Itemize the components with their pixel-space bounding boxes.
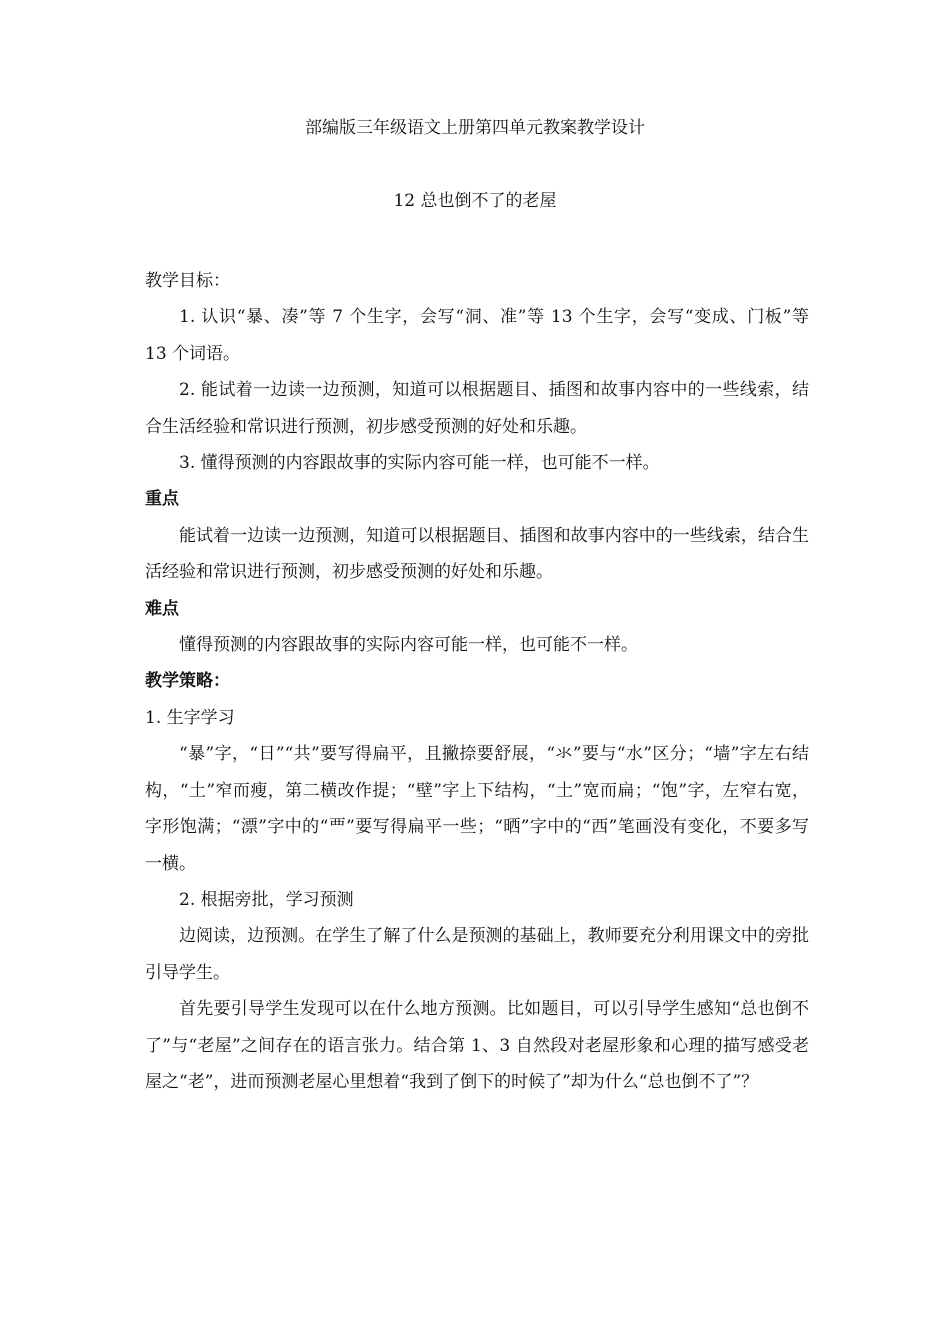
objective-item: 1. 认识“暴、凑”等 7 个生字，会写“洞、准”等 13 个生字，会写“变成、门板”等 13 个词语。 — [145, 307, 809, 364]
strategy-section-text: 边阅读，边预测。在学生了解了什么是预测的基础上，教师要充分利用课文中的旁批引导学生。 — [145, 926, 809, 983]
strategy-heading: 教学策略： — [145, 671, 230, 692]
objectives-heading: 教学目标： — [145, 271, 230, 291]
strategy-section-title: 1. 生字学习 — [145, 707, 235, 728]
difficulty-heading: 难点 — [145, 598, 179, 619]
objective-item: 2. 能试着一边读一边预测，知道可以根据题目、插图和故事内容中的一些线索，结合生活经验和常识进行预测，初步感受预测的好处和乐趣。 — [145, 380, 809, 437]
document-title: 部编版三年级语文上册第四单元教案教学设计 — [305, 118, 645, 138]
strategy-section-text: 首先要引导学生发现可以在什么地方预测。比如题目，可以引导学生感知“总也倒不了”与“老屋”之间存在的语言张力。结合第 1、3 自然段对老屋形象和心理的描写感受老屋之“老”，进而预测老屋心里想着“我到了倒下的时候了”却为什么“总也倒不了”？ — [145, 999, 809, 1092]
difficulty-text: 懂得预测的内容跟故事的实际内容可能一样，也可能不一样。 — [179, 635, 638, 656]
strategy-section-text: “暴”字，“日”“共”要写得扁平，且撇捺要舒展，“氺”要与“水”区分；“墙”字左右结构，“土”窄而瘦，第二横改作提；“壁”字上下结构，“土”宽而扁；“饱”字，左窄右宽，字形饱满；“漂”字中的“覀”要写得扁平一些；“晒”字中的“西”笔画没有变化，不要多写一横。 — [145, 744, 809, 874]
key-point-text: 能试着一边读一边预测，知道可以根据题目、插图和故事内容中的一些线索，结合生活经验和常识进行预测，初步感受预测的好处和乐趣。 — [145, 525, 809, 583]
key-point-heading: 重点 — [145, 489, 179, 510]
strategy-section-title: 2. 根据旁批，学习预测 — [179, 889, 354, 910]
lesson-title: 12 总也倒不了的老屋 — [393, 191, 557, 211]
objective-item: 3. 懂得预测的内容跟故事的实际内容可能一样，也可能不一样。 — [179, 453, 660, 474]
document-body — [145, 263, 809, 1100]
